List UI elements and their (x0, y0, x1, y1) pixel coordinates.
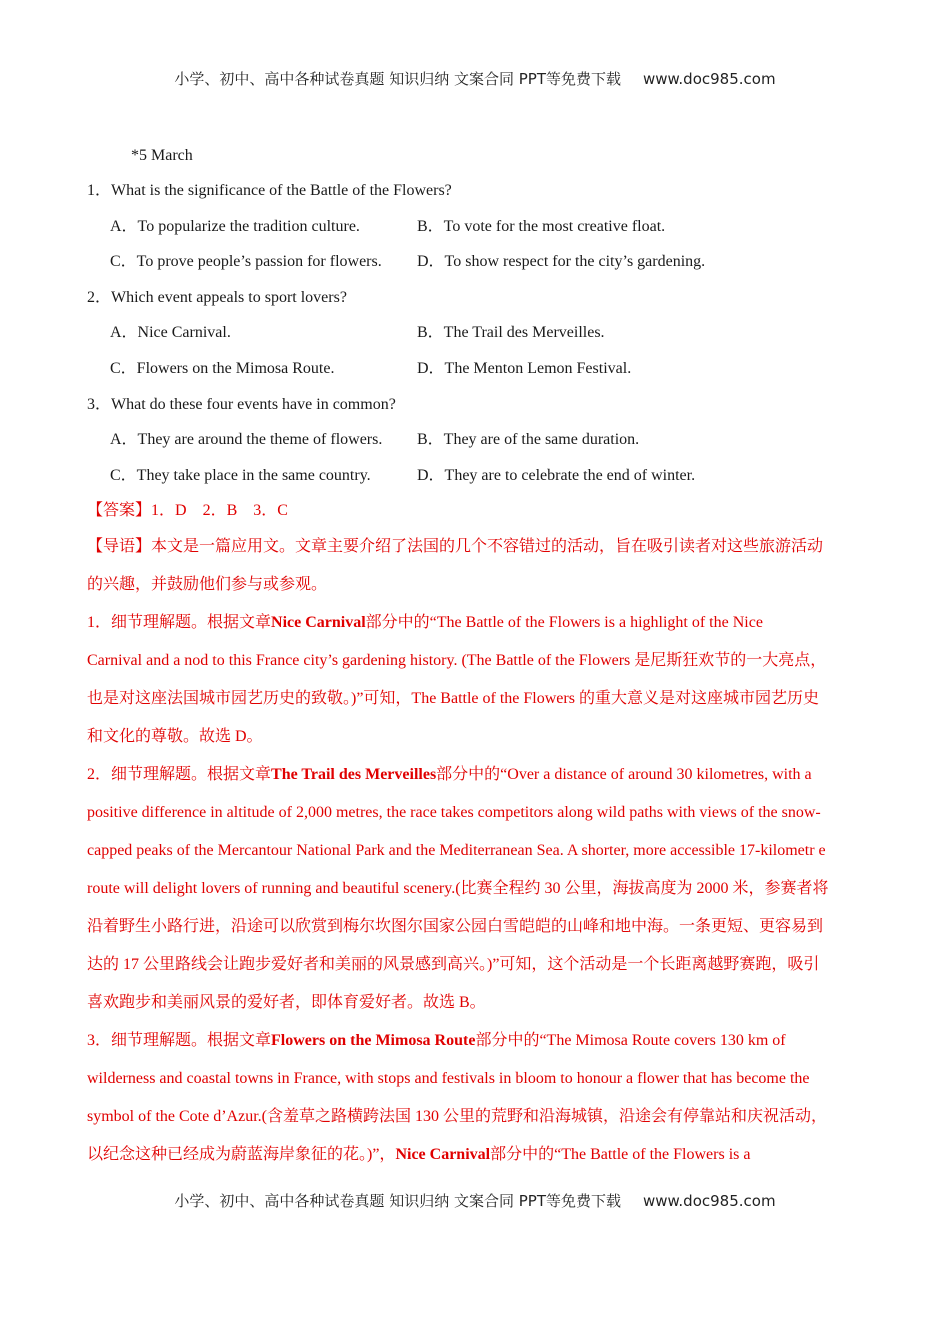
header-url[interactable]: www.doc985.com (642, 70, 776, 88)
explanation-3-line-4: 以纪念这种已经成为蔚蓝海岸象征的花。)”，Nice Carnival部分中的“The Battle of the Flowers is a (87, 1146, 751, 1163)
explanation-2-line-6: 达的 17 公里路线会让跑步爱好者和美丽的风景感到高兴。)”可知，这个活动是一个长距离越野赛跑，吸引 (87, 956, 820, 973)
footer-url[interactable]: www.doc985.com (642, 1192, 776, 1210)
q3-option-c: C．They take place in the same country. (110, 467, 371, 484)
explanation-1-line-4: 和文化的尊敬。故选 D。 (87, 728, 263, 745)
explanation-block (87, 528, 862, 1174)
footer-text: 小学、初中、高中各种试卷真题 知识归纳 文案合同 PPT等免费下载 (174, 1192, 621, 1210)
q1-option-c: C．To prove people’s passion for flowers. (110, 253, 382, 270)
explanation-1-line-2: Carnival and a nod to this France city’s gardening history. (The Battle of the Flowers 是尼斯狂欢节的一大亮点， (87, 652, 827, 669)
question-3-stem: 3．What do these four events have in common? (87, 396, 396, 413)
q2-option-a: A．Nice Carnival. (110, 324, 231, 341)
explanation-1-line-1: 1．细节理解题。根据文章Nice Carnival部分中的“The Battle of the Flowers is a highlight of the Nice (87, 614, 763, 631)
intro-line-2: 的兴趣，并鼓励他们参与或参观。 (87, 576, 328, 593)
q2-option-b: B．The Trail des Merveilles. (417, 324, 605, 341)
explanation-3-line-2: wilderness and coastal towns in France, with stops and festivals in bloom to honour a flower that has become the (87, 1070, 810, 1087)
q3-option-d: D．They are to celebrate the end of winter. (417, 467, 696, 484)
q1-option-d: D．To show respect for the city’s gardening. (417, 253, 706, 270)
explanation-3-line-3: symbol of the Cote d’Azur.(含羞草之路横跨法国 130 公里的荒野和沿海城镇，沿途会有停靠站和庆祝活动， (87, 1108, 827, 1125)
answer-label: 【答案】 (87, 502, 152, 519)
intro-label: 【导语】 (87, 538, 152, 555)
explanation-1-line-3: 也是对这座法国城市园艺历史的致敬。)”可知，The Battle of the Flowers 的重大意义是对这座城市园艺历史 (87, 690, 819, 707)
page-footer (0, 1190, 950, 1211)
header-text: 小学、初中、高中各种试卷真题 知识归纳 文案合同 PPT等免费下载 (174, 70, 621, 88)
explanation-2-line-1: 2．细节理解题。根据文章The Trail des Merveilles部分中的“Over a distance of around 30 kilometres, with a (87, 766, 812, 783)
answer-text: 1．D 2．B 3．C (151, 502, 288, 519)
explanation-3-line-1: 3．细节理解题。根据文章Flowers on the Mimosa Route部分中的“The Mimosa Route covers 130 km of (87, 1032, 786, 1049)
explanation-2-line-4: route will delight lovers of running and beautiful scenery.(比赛全程约 30 公里，海拔高度为 2000 米，参赛者将 (87, 880, 829, 897)
date-line: *5 March (131, 147, 193, 164)
q3-option-a: A．They are around the theme of flowers. (110, 431, 383, 448)
explanation-2-line-2: positive difference in altitude of 2,000 metres, the race takes competitors along wild paths with views of the snow- (87, 804, 821, 821)
question-2-stem: 2．Which event appeals to sport lovers? (87, 289, 347, 306)
explanation-2-line-7: 喜欢跑步和美丽风景的爱好者，即体育爱好者。故选 B。 (87, 994, 486, 1011)
explanation-2-line-3: capped peaks of the Mercantour National Park and the Mediterranean Sea. A shorter, more accessible 17-kilometr e (87, 842, 826, 859)
q1-option-b: B．To vote for the most creative float. (417, 218, 666, 235)
q1-option-a: A．To popularize the tradition culture. (110, 218, 360, 235)
page-header (0, 68, 950, 89)
question-1-stem: 1．What is the significance of the Battle of the Flowers? (87, 182, 452, 199)
explanation-2-line-5: 沿着野生小路行进，沿途可以欣赏到梅尔坎图尔国家公园白雪皑皑的山峰和地中海。一条更短、更容易到 (87, 918, 824, 935)
q3-option-b: B．They are of the same duration. (417, 431, 640, 448)
q2-option-d: D．The Menton Lemon Festival. (417, 360, 632, 377)
intro-line-1: 【导语】本文是一篇应用文。文章主要介绍了法国的几个不容错过的活动，旨在吸引读者对这些旅游活动 (87, 538, 824, 555)
q2-option-c: C．Flowers on the Mimosa Route. (110, 360, 335, 377)
answer-line (87, 501, 288, 521)
